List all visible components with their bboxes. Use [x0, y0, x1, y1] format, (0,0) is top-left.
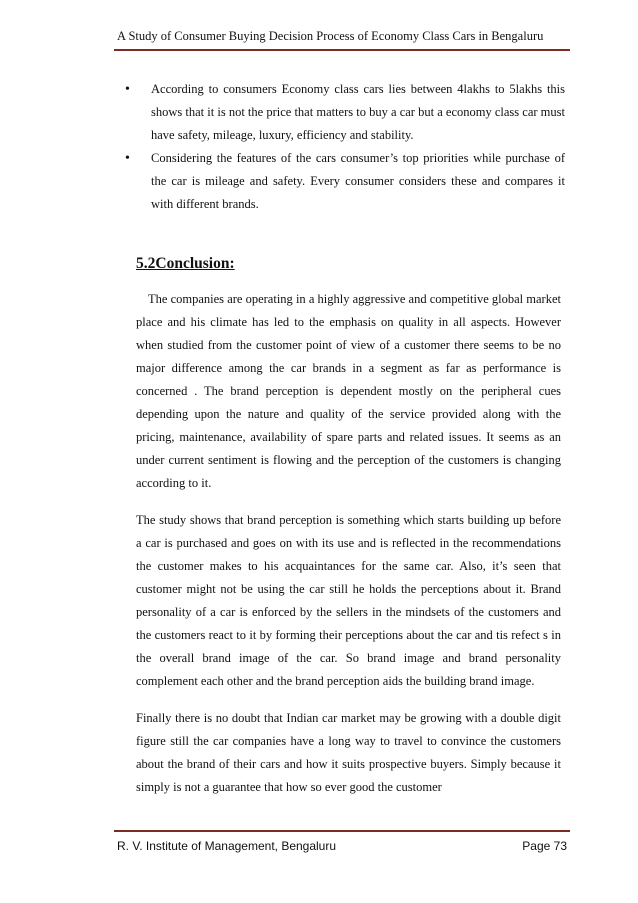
bullet-list [125, 78, 565, 216]
footer-divider [114, 830, 570, 832]
bullet-item: • According to consumers Economy class cars lies between 4lakhs to 5lakhs this shows that it is not the price that matters to buy a car but a economy class car must have safety, mileage, luxury, efficiency and stability. [125, 78, 565, 147]
bullet-item: • Considering the features of the cars consumer’s top priorities while purchase of the car is mileage and safety. Every consumer considers these and compares it with different brands. [125, 147, 565, 216]
footer-institute: R. V. Institute of Management, Bengaluru [117, 839, 337, 853]
paragraph: Finally there is no doubt that Indian car market may be growing with a double digit figure still the car companies have a long way to travel to convince the customers about the brand of their cars and how it suits prospective buyers. Simply because it simply is not a guarantee that how so ever good the customer [136, 711, 561, 794]
page-header: A Study of Consumer Buying Decision Process of Economy Class Cars in Bengaluru [117, 29, 544, 43]
paragraph: The companies are operating in a highly aggressive and competitive global market place and his climate has led to the emphasis on quality in all aspects. However when studied from the customer point of view of a customer there seems to be no major difference among the car brands in a segment as far as performance is concerned . The brand perception is dependent mostly on the peripheral cues depending upon the nature and quality of the service provided along with the pricing, maintenance, availability of spare parts and related issues. It seems as an under current sentiment is flowing and the perception of the customers is changing according to it. [136, 292, 561, 490]
paragraph: The study shows that brand perception is something which starts building up before a car is purchased and goes on with its use and is reflected in the recommendations the customer makes to his acquaintances for the same car. Also, it’s seen that customer might not be using the car still he holds the perceptions about it. Brand personality of a car is enforced by the sellers in the mindsets of the customers and the customers react to it by forming their perceptions about the car and tis refect s in the overall brand image of the car. So brand image and brand personality complement each other and the brand perception aids the building brand image. [136, 513, 561, 688]
body-text [136, 288, 561, 813]
page-number: Page 73 [522, 839, 567, 853]
header-divider [114, 49, 570, 51]
section-heading: 5.2Conclusion: [136, 255, 235, 272]
